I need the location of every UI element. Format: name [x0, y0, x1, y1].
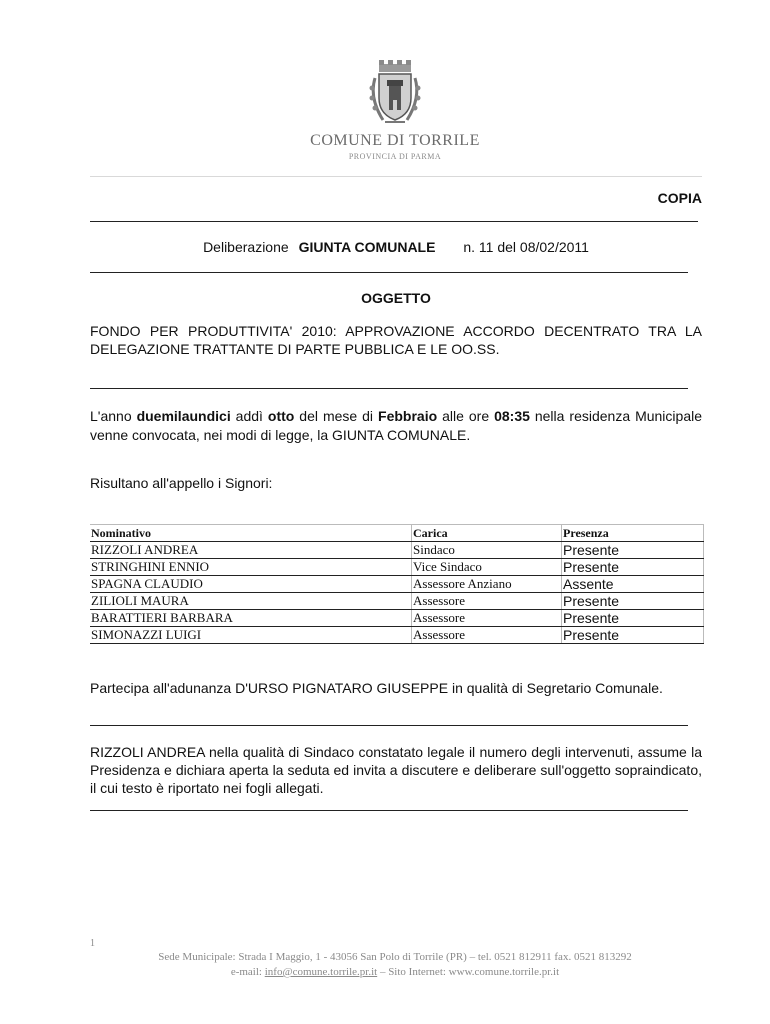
member-presence: Presente: [562, 610, 704, 627]
footer-email-link[interactable]: info@comune.torrile.pr.it: [264, 966, 378, 978]
member-role: Assessore: [412, 593, 562, 610]
province-name: PROVINCIA DI PARMA: [348, 152, 442, 161]
member-name: SPAGNA CLAUDIO: [90, 576, 412, 593]
member-presence: Presente: [562, 559, 704, 576]
subject-text: FONDO PER PRODUTTIVITA' 2010: APPROVAZIONE ACCORDO DECENTRATO TRA LA DELEGAZIONE TRATTANTE DI PARTE PUBBLICA E LE OO.SS.: [90, 323, 702, 357]
session-paragraph: [90, 407, 702, 445]
rule-subject: [90, 388, 688, 389]
secretary-paragraph: Partecipa all'adunanza D'URSO PIGNATARO GIUSEPPE in qualità di Segretario Comunale.: [90, 680, 663, 696]
member-role: Assessore: [412, 610, 562, 627]
member-role: Sindaco: [412, 542, 562, 559]
footer-email-label: e-mail:: [230, 966, 265, 978]
session-text-5: nella residenza Municipale venne convocata, nei modi di legge, la GIUNTA COMUNALE.: [90, 408, 702, 443]
presidency-paragraph: RIZZOLI ANDREA nella qualità di Sindaco constatato legale il numero degli intervenuti, assume la Presidenza e dichiara aperta la seduta ed invita a discutere e deliberare sull'oggetto sopraindicato, il cui testo è riportato nei fogli allegati.: [90, 744, 702, 796]
header-nominativo: Nominativo: [90, 525, 412, 542]
subject-heading: OGGETTO: [361, 290, 431, 306]
member-name: BARATTIERI BARBARA: [90, 610, 412, 627]
rule-presidency: [90, 810, 688, 811]
table-row: [90, 576, 704, 593]
deliberation-line: [90, 239, 702, 255]
member-name: ZILIOLI MAURA: [90, 593, 412, 610]
member-role: Assessore Anziano: [412, 576, 562, 593]
roll-call-intro: Risultano all'appello i Signori:: [90, 475, 273, 491]
deliberation-number: n. 11 del 08/02/2011: [463, 239, 589, 255]
footer-contacts: [0, 966, 770, 978]
member-presence: Presente: [562, 542, 704, 559]
session-day: otto: [267, 408, 295, 424]
session-text-3: del mese di: [294, 408, 379, 424]
footer-website: – Sito Internet: www.comune.torrile.pr.it: [377, 966, 560, 978]
session-time: 08:35: [494, 408, 530, 424]
table-row: [90, 542, 704, 559]
session-text-2: addì: [230, 408, 268, 424]
header-presenza: Presenza: [562, 525, 704, 542]
copy-label: COPIA: [657, 190, 702, 206]
coat-of-arms-logo: [365, 58, 425, 130]
table-header-row: [90, 525, 704, 542]
table-row: [90, 593, 704, 610]
member-name: STRINGHINI ENNIO: [90, 559, 412, 576]
attendance-table: [90, 524, 704, 644]
table-row: [90, 627, 704, 644]
member-presence: Presente: [562, 593, 704, 610]
table-row: [90, 610, 704, 627]
member-role: Assessore: [412, 627, 562, 644]
rule-top: [90, 221, 698, 222]
session-year: duemilaundici: [136, 408, 231, 424]
footer-address: Sede Municipale: Strada I Maggio, 1 - 43056 San Polo di Torrile (PR) – tel. 0521 812911 fax. 0521 813292: [158, 951, 632, 963]
session-month: Febbraio: [378, 408, 438, 424]
member-role: Vice Sindaco: [412, 559, 562, 576]
session-text-4: alle ore: [437, 408, 495, 424]
header-divider: [90, 176, 702, 177]
member-name: RIZZOLI ANDREA: [90, 542, 412, 559]
page-number: 1: [90, 938, 95, 949]
table-row: [90, 559, 704, 576]
header-carica: Carica: [412, 525, 562, 542]
rule-deliberation: [90, 272, 688, 273]
deliberation-body: GIUNTA COMUNALE: [298, 239, 436, 255]
member-name: SIMONAZZI LUIGI: [90, 627, 412, 644]
municipality-name: COMUNE DI TORRILE: [310, 132, 480, 149]
session-text-1: L'anno: [90, 408, 137, 424]
member-presence: Presente: [562, 627, 704, 644]
rule-secretary: [90, 725, 688, 726]
deliberation-prefix: Deliberazione: [203, 239, 289, 255]
member-presence: Assente: [562, 576, 704, 593]
